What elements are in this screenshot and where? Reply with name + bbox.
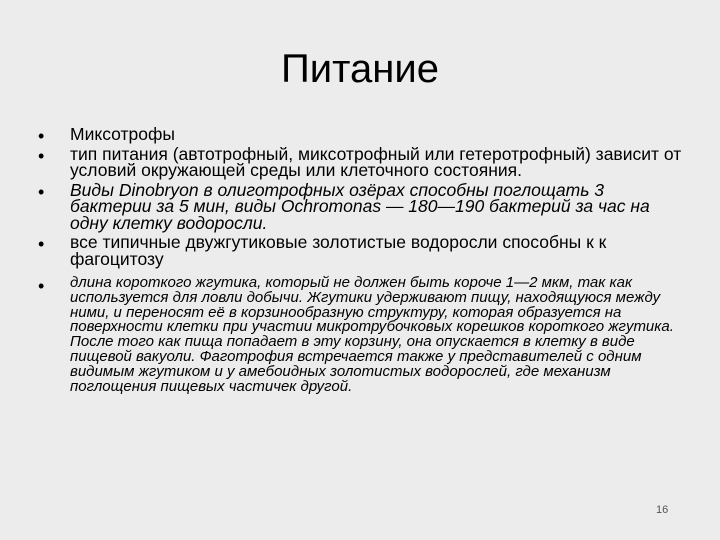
bullet-icon: • <box>38 276 45 296</box>
bullet-text: Виды Dinobryon в олиготрофных озёрах способны поглощать 3 бактерии за 5 мин, виды Ochromonas — 180—190 бактерий за час на одну клетку водоросли. <box>70 179 650 233</box>
list-item <box>38 234 688 267</box>
bullet-text: Миксотрофы <box>70 124 175 144</box>
bullet-icon: • <box>38 126 45 146</box>
bullet-icon: • <box>38 145 45 166</box>
slide-title: Питание <box>281 47 439 91</box>
list-item <box>38 124 688 146</box>
list-item <box>38 143 688 180</box>
list-item <box>38 179 688 233</box>
bullet-text: длина короткого жгутика, который не должен быть короче 1—2 мкм, так как используется для ловли добычи. Жгутики удерживают пищу, находящуюся между ними, и переносят её в корзинообразную структуру, которая образуется на поверхности клетки при участии микротрубочковых корешков короткого жгутика. После того как пища попадает в эту корзину, она опускается в клетку в виде пищевой вакуоли. Фаготрофия встречается также у представителей с одним видимым жгутиком и у амебоидных золотистых водорослей, где механизм поглощения пищевых частичек другой. <box>70 274 674 395</box>
bullet-icon: • <box>38 181 45 202</box>
page-number: 16 <box>656 504 669 516</box>
bullet-text: тип питания (автотрофный, миксотрофный или гетеротрофный) зависит от условий окружающей среды или клеточного состояния. <box>70 143 682 180</box>
bullet-list <box>38 126 688 394</box>
bullet-text: все типичные двужгутиковые золотистые водоросли способны к к фагоцитозу <box>70 232 607 269</box>
bullet-icon: • <box>38 234 45 254</box>
list-item <box>38 276 688 394</box>
